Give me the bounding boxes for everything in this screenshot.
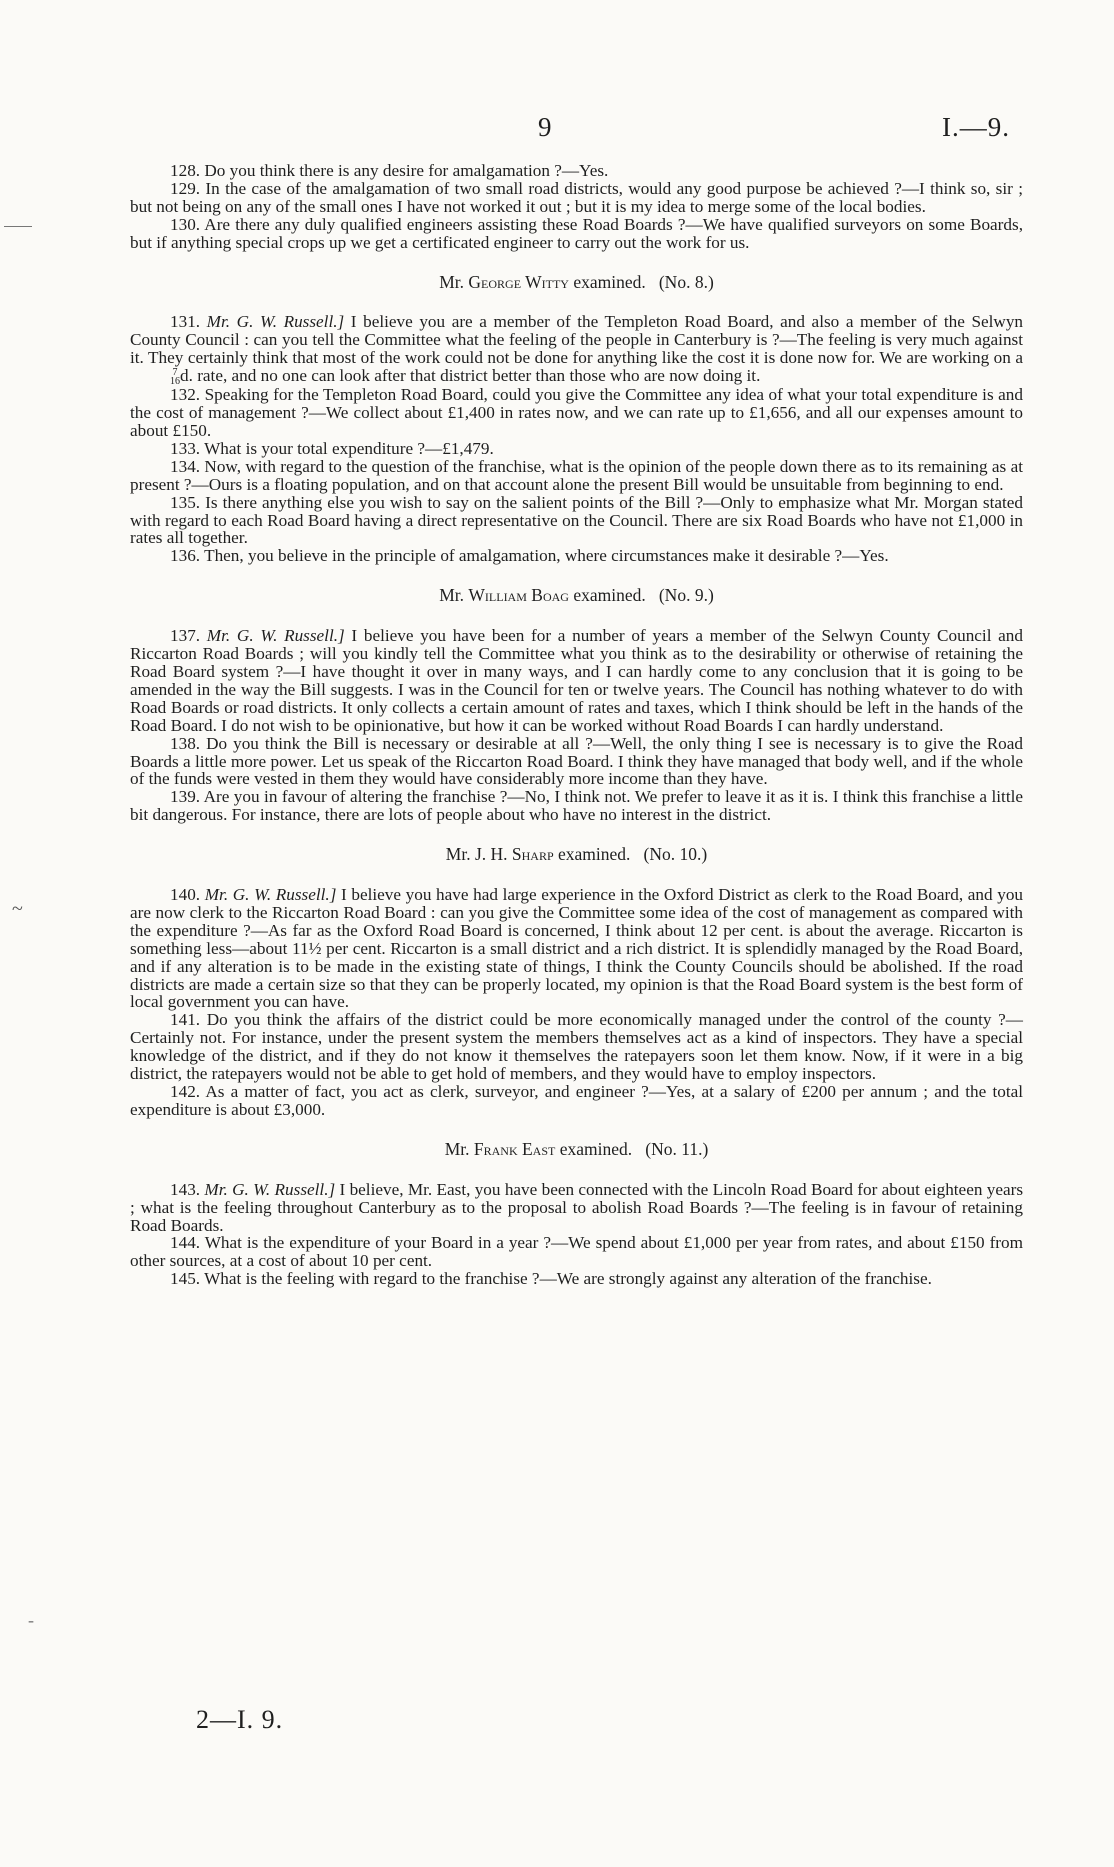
paragraph-q129: 129. In the case of the amalgamation of two small road districts, would any good purpose be achieved ?—I think so, sir ; but not being on any of the small ones I have not worked it out ; but it is my idea to merge some of the local bodies. [130, 178, 1023, 216]
paragraph-q143: 143. Mr. G. W. Russell.] I believe, Mr. East, you have been connected with the Lincoln Road Board for about eighteen years ; what is the feeling throughout Canterbury as to the proposal to abolish Road Boards ?—The feeling is in favour of retaining Road Boards. [130, 1179, 1024, 1235]
signature-mark: 2—I. 9. [196, 1705, 284, 1734]
speaker-label: Mr. G. W. Russell.] [204, 1179, 336, 1199]
body-text [130, 162, 1023, 1288]
section-heading-sharp: Mr. J. H. Sharp examined. (No. 10.) [445, 844, 708, 865]
section-heading-boag: Mr. William Boag examined. (No. 9.) [439, 585, 714, 606]
paragraph-q140: 140. Mr. G. W. Russell.] I believe you have had large experience in the Oxford District as clerk to the Road Board, and you are now clerk to the Riccarton Road Board : can you give the Committee some idea of the cost of management as compared with the expenditure ?—As far as the Oxford Road Board is concerned, I think about 12 per cent. is about the average. Riccarton is something less—about 11½ per cent. Riccarton is a small district and a rich district. It is splendidly managed by the Road Board, and if any alteration is to be made in the existing state of things, I think the County Councils should be abolished. If the road districts are made a certain size so that they can be properly located, my opinion is that the Road Board system is the best form of local government you can have. [130, 885, 1024, 1012]
witness-name: William Boag [468, 585, 569, 606]
paragraph-q132: 132. Speaking for the Templeton Road Board, could you give the Committee any idea of what your total expenditure is and the cost of management ?—We collect about £1,400 in rates now, and we can rate up to £1,656, and all our expenses amount to about £150. [130, 385, 1023, 441]
paragraph-q138: 138. Do you think the Bill is necessary or desirable at all ?—Well, the only thing I see is necessary is to give the Road Boards a little more power. Let us speak of the Riccarton Road Board. I think they have managed that body well, and if the whole of the funds were vested in them they would have considerably more income than they have. [130, 733, 1023, 789]
margin-mark: - [28, 1610, 34, 1630]
section-heading-witty: Mr. George Witty examined. (No. 8.) [439, 271, 714, 292]
paragraph-q136: 136. Then, you believe in the principle of amalgamation, where circumstances make it desirable ?—Yes. [170, 546, 889, 566]
page-header [0, 112, 1114, 152]
paragraph-q141: 141. Do you think the affairs of the district could be more economically managed under the control of the county ?—Certainly not. For instance, under the present system the members themselves act as a kind of inspectors. They have a special knowledge of the district, and if they do not know it themselves the ratepayers soon let them know. Now, if it were in a big district, the ratepayers would not be able to get hold of members, and they would have to employ inspectors. [130, 1010, 1023, 1084]
margin-mark [4, 226, 32, 228]
section-heading-east: Mr. Frank East examined. (No. 11.) [444, 1138, 709, 1159]
paragraph-q137: 137. Mr. G. W. Russell.] I believe you have been for a number of years a member of the Selwyn County Council and Riccarton Road Boards ; will you kindly tell the Committee what you think as to the desirability or otherwise of retaining the Road Board system ?—I have thought it over in many ways, and I can hardly come to any conclusion that it is going to be amended in the way the Bill suggests. I was in the Council for ten or twelve years. The Council has nothing whatever to do with Road Boards or road districts. It only collects a certain amount of rates and taxes, which I think should be left in the hands of the Road Board. I do not wish to be opinionative, but how it can be worked without Road Boards I can hardly understand. [130, 626, 1023, 735]
paragraph-q145: 145. What is the feeling with regard to the franchise ?—We are strongly against any alteration of the franchise. [170, 1269, 932, 1289]
paragraph-q130: 130. Are there any duly qualified engineers assisting these Road Boards ?—We have qualified surveyors on some Boards, but if anything special crops up we get a certificated engineer to carry out the work for us. [130, 214, 1023, 252]
paragraph-q139: 139. Are you in favour of altering the franchise ?—No, I think not. We prefer to leave it as it is. I think this franchise a little bit dangerous. For instance, there are lots of people about who have no interest in the district. [130, 787, 1023, 825]
document-reference: I.—9. [942, 112, 1010, 142]
paragraph-q135: 135. Is there anything else you wish to say on the salient points of the Bill ?—Only to emphasize what Mr. Morgan stated with regard to each Road Board having a direct representative on the Council. There are six Road Boards who have not £1,000 in rates all together. [130, 492, 1023, 548]
paragraph-q128: 128. Do you think there is any desire for amalgamation ?—Yes. [170, 161, 609, 180]
witness-name: George Witty [468, 271, 569, 292]
paragraph-q134: 134. Now, with regard to the question of the franchise, what is the opinion of the people down there as to its remaining as at present ?—Ours is a floating population, and on that account alone the present Bill would be unsuitable from beginning to end. [130, 456, 1023, 494]
margin-mark: ~ [12, 898, 23, 920]
paragraph-q133: 133. What is your total expenditure ?—£1,479. [170, 438, 494, 458]
speaker-label: Mr. G. W. Russell.] [206, 312, 345, 332]
paragraph-q131: 131. Mr. G. W. Russell.] I believe you are a member of the Templeton Road Board, and also a member of the Selwyn County Council : can you tell the Committee what the feeling of the people in Canterbury is ?—The feeling is very much against it. They certainly think that most of the work could not be done for anything like the cost it is done now for. We are working on a 7 16 d. rate, and no one can look after that district better than those who are now doing it. [130, 312, 1024, 388]
page-number: 9 [538, 112, 552, 142]
speaker-label: Mr. G. W. Russell.] [206, 626, 345, 646]
witness-name: Frank East [473, 1138, 556, 1159]
paragraph-q144: 144. What is the expenditure of your Board in a year ?—We spend about £1,000 per year from rates, and about £150 from other sources, at a cost of about 10 per cent. [130, 1233, 1023, 1271]
speaker-label: Mr. G. W. Russell.] [204, 885, 337, 905]
paragraph-q142: 142. As a matter of fact, you act as clerk, surveyor, and engineer ?—Yes, at a salary of £200 per annum ; and the total expenditure is about £3,000. [130, 1082, 1023, 1119]
witness-name: Sharp [511, 844, 554, 865]
fraction-rate: 7 16 [170, 367, 180, 388]
